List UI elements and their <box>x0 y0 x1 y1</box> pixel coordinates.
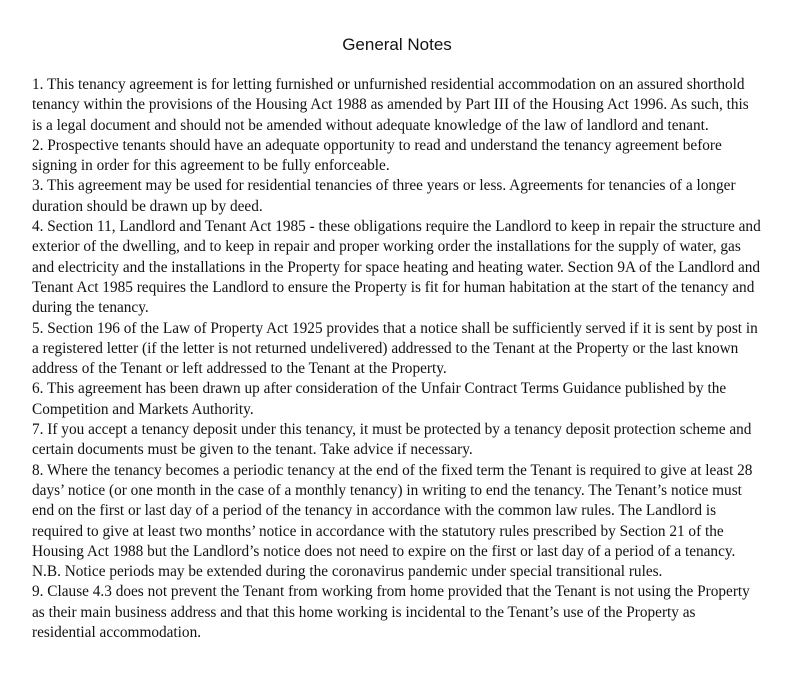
notes-list <box>32 75 762 643</box>
note-item-4: 4. Section 11, Landlord and Tenant Act 1985 - these obligations require the Landlord to keep in repair the structure and exterior of the dwelling, and to keep in repair and proper working order the installations for the supply of water, gas and electricity and the installations in the Property for space heating and heating water. Section 9A of the Landlord and Tenant Act 1985 requires the Landlord to ensure the Property is fit for human habitation at the start of the tenancy and during the tenancy. <box>32 218 761 317</box>
note-item-2: 2. Prospective tenants should have an adequate opportunity to read and understand the tenancy agreement before signing in order for this agreement to be fully enforceable. <box>32 136 722 175</box>
note-item-9: 9. Clause 4.3 does not prevent the Tenant from working from home provided that the Tenant is not using the Property as their main business address and that this home working is incidental to the Tenant’s use of the Property as residential accommodation. <box>32 583 750 642</box>
note-item-5: 5. Section 196 of the Law of Property Act 1925 provides that a notice shall be sufficiently served if it is sent by post in a registered letter (if the letter is not returned undelivered) addressed to the Tenant at the Property or the last known address of the Tenant or left addressed to the Tenant at the Property. <box>32 319 758 378</box>
note-item-8: 8. Where the tenancy becomes a periodic tenancy at the end of the fixed term the Tenant is required to give at least 28 days’ notice (or one month in the case of a monthly tenancy) in writing to end the tenancy. The Tenant’s notice must end on the first or last day of a period of the tenancy in accordance with the common law rules. The Landlord is required to give at least two months’ notice in accordance with the statutory rules prescribed by Section 21 of the Housing Act 1988 but the Landlord’s notice does not need to expire on the first or last day of a period of a tenancy. N.B. Notice periods may be extended during the coronavirus pandemic under special transitional rules. <box>32 461 753 581</box>
note-item-3: 3. This agreement may be used for residential tenancies of three years or less. Agreements for tenancies of a longer duration should be drawn up by deed. <box>32 177 736 215</box>
page-title: General Notes <box>342 35 452 54</box>
note-item-1: 1. This tenancy agreement is for letting furnished or unfurnished residential accommodation on an assured shorthold tenancy within the provisions of the Housing Act 1988 as amended by Part III of the Housing Act 1996. As such, this is a legal document and should not be amended without adequate knowledge of the law of landlord and tenant. <box>32 76 749 134</box>
note-item-6: 6. This agreement has been drawn up after consideration of the Unfair Contract Terms Guidance published by the Competition and Markets Authority. <box>32 380 727 418</box>
note-item-7: 7. If you accept a tenancy deposit under this tenancy, it must be protected by a tenancy deposit protection scheme and certain documents must be given to the tenant. Take advice if necessary. <box>32 421 752 459</box>
